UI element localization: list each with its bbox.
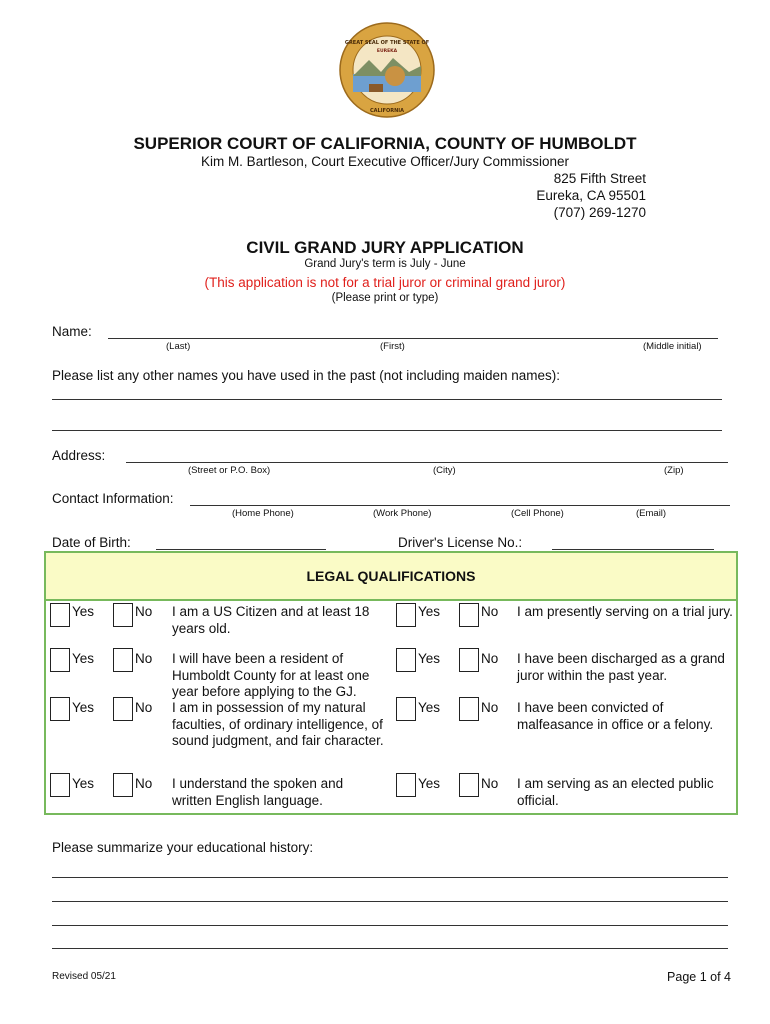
address-field[interactable] — [126, 462, 728, 463]
contact-email-caption: (Email) — [636, 508, 667, 519]
contact-cell-caption: (Cell Phone) — [511, 508, 564, 519]
education-line-2[interactable] — [52, 901, 728, 902]
name-label: Name: — [52, 324, 92, 339]
court-title: SUPERIOR COURT OF CALIFORNIA, COUNTY OF HUMBOLDT — [133, 134, 637, 153]
q1-no-label: No — [135, 604, 153, 619]
address-zip-caption: (Zip) — [664, 465, 684, 476]
state-seal — [339, 22, 435, 118]
q7-yes-checkbox[interactable] — [396, 697, 416, 721]
q3-yes-checkbox[interactable] — [50, 697, 70, 721]
qualifications-heading: LEGAL QUALIFICATIONS — [44, 551, 738, 601]
q4-yes-checkbox[interactable] — [50, 773, 70, 797]
q2-text: I will have been a resident of Humboldt County for at least one year before applying to the GJ. — [172, 651, 370, 699]
dob-label: Date of Birth: — [52, 535, 131, 550]
q7-no-label: No — [481, 700, 499, 715]
seal-outer-text: GREAT SEAL OF THE STATE OF — [344, 40, 430, 46]
q3-text: I am in possession of my natural faculties, of ordinary intelligence, of sound judgment, and fair character. — [172, 700, 384, 748]
q7-text: I have been convicted of malfeasance in office or a felony. — [517, 700, 714, 732]
q8-yes-checkbox[interactable] — [396, 773, 416, 797]
name-last-caption: (Last) — [166, 341, 191, 352]
q2-no-checkbox[interactable] — [113, 648, 133, 672]
education-line-1[interactable] — [52, 877, 728, 878]
print-note: (Please print or type) — [331, 292, 439, 304]
q2-yes-label: Yes — [72, 651, 95, 666]
court-city: Eureka, CA 95501 — [536, 188, 646, 203]
q7-no-checkbox[interactable] — [459, 697, 479, 721]
q1-yes-checkbox[interactable] — [50, 603, 70, 627]
q4-no-label: No — [135, 776, 153, 791]
q8-no-label: No — [481, 776, 499, 791]
address-street-caption: (Street or P.O. Box) — [188, 465, 271, 476]
q7-yes-label: Yes — [418, 700, 441, 715]
other-names-label: Please list any other names you have used in the past (not including maiden names): — [52, 368, 561, 383]
q3-no-label: No — [135, 700, 153, 715]
court-phone: (707) 269-1270 — [553, 205, 646, 220]
license-label: Driver's License No.: — [398, 535, 523, 550]
q8-yes-label: Yes — [418, 776, 441, 791]
q5-text: I am presently serving on a trial jury. — [517, 604, 733, 619]
court-street: 825 Fifth Street — [553, 171, 646, 186]
court-officer: Kim M. Bartleson, Court Executive Officer/Jury Commissioner — [200, 154, 570, 169]
q2-no-label: No — [135, 651, 153, 666]
q6-no-label: No — [481, 651, 499, 666]
q6-yes-checkbox[interactable] — [396, 648, 416, 672]
page-number: Page 1 of 4 — [667, 970, 731, 984]
q4-text: I understand the spoken and written English language. — [172, 776, 344, 808]
q1-no-checkbox[interactable] — [113, 603, 133, 627]
dob-field[interactable] — [156, 549, 326, 550]
address-label: Address: — [52, 448, 106, 463]
q6-yes-label: Yes — [418, 651, 441, 666]
name-first-caption: (First) — [380, 341, 405, 352]
name-middle-caption: (Middle initial) — [643, 341, 702, 352]
q5-yes-label: Yes — [418, 604, 441, 619]
q1-text: I am a US Citizen and at least 18 years old. — [172, 604, 370, 636]
seal-motto: EUREKA — [376, 49, 398, 54]
q6-text: I have been discharged as a grand juror within the past year. — [517, 651, 725, 683]
revised-date: Revised 05/21 — [52, 971, 116, 982]
contact-work-caption: (Work Phone) — [373, 508, 432, 519]
education-label: Please summarize your educational history: — [52, 840, 314, 855]
license-field[interactable] — [552, 549, 714, 550]
q1-yes-label: Yes — [72, 604, 95, 619]
q4-no-checkbox[interactable] — [113, 773, 133, 797]
application-title: CIVIL GRAND JURY APPLICATION — [246, 238, 524, 257]
other-names-line-2[interactable] — [52, 430, 722, 431]
q8-text: I am serving as an elected public official. — [517, 776, 714, 808]
q3-yes-label: Yes — [72, 700, 95, 715]
education-line-3[interactable] — [52, 925, 728, 926]
q2-yes-checkbox[interactable] — [50, 648, 70, 672]
q4-yes-label: Yes — [72, 776, 95, 791]
seal-bottom-text: CALIFORNIA — [369, 108, 405, 114]
term-note: Grand Jury's term is July - June — [304, 258, 466, 270]
other-names-line-1[interactable] — [52, 399, 722, 400]
q8-no-checkbox[interactable] — [459, 773, 479, 797]
name-field[interactable] — [108, 338, 718, 339]
q5-no-checkbox[interactable] — [459, 603, 479, 627]
address-city-caption: (City) — [433, 465, 456, 476]
q3-no-checkbox[interactable] — [113, 697, 133, 721]
warning-note: (This application is not for a trial juror or criminal grand juror) — [204, 275, 566, 290]
q5-no-label: No — [481, 604, 499, 619]
contact-home-caption: (Home Phone) — [232, 508, 294, 519]
q5-yes-checkbox[interactable] — [396, 603, 416, 627]
education-line-4[interactable] — [52, 948, 728, 949]
contact-label: Contact Information: — [52, 491, 174, 506]
q6-no-checkbox[interactable] — [459, 648, 479, 672]
contact-field[interactable] — [190, 505, 730, 506]
